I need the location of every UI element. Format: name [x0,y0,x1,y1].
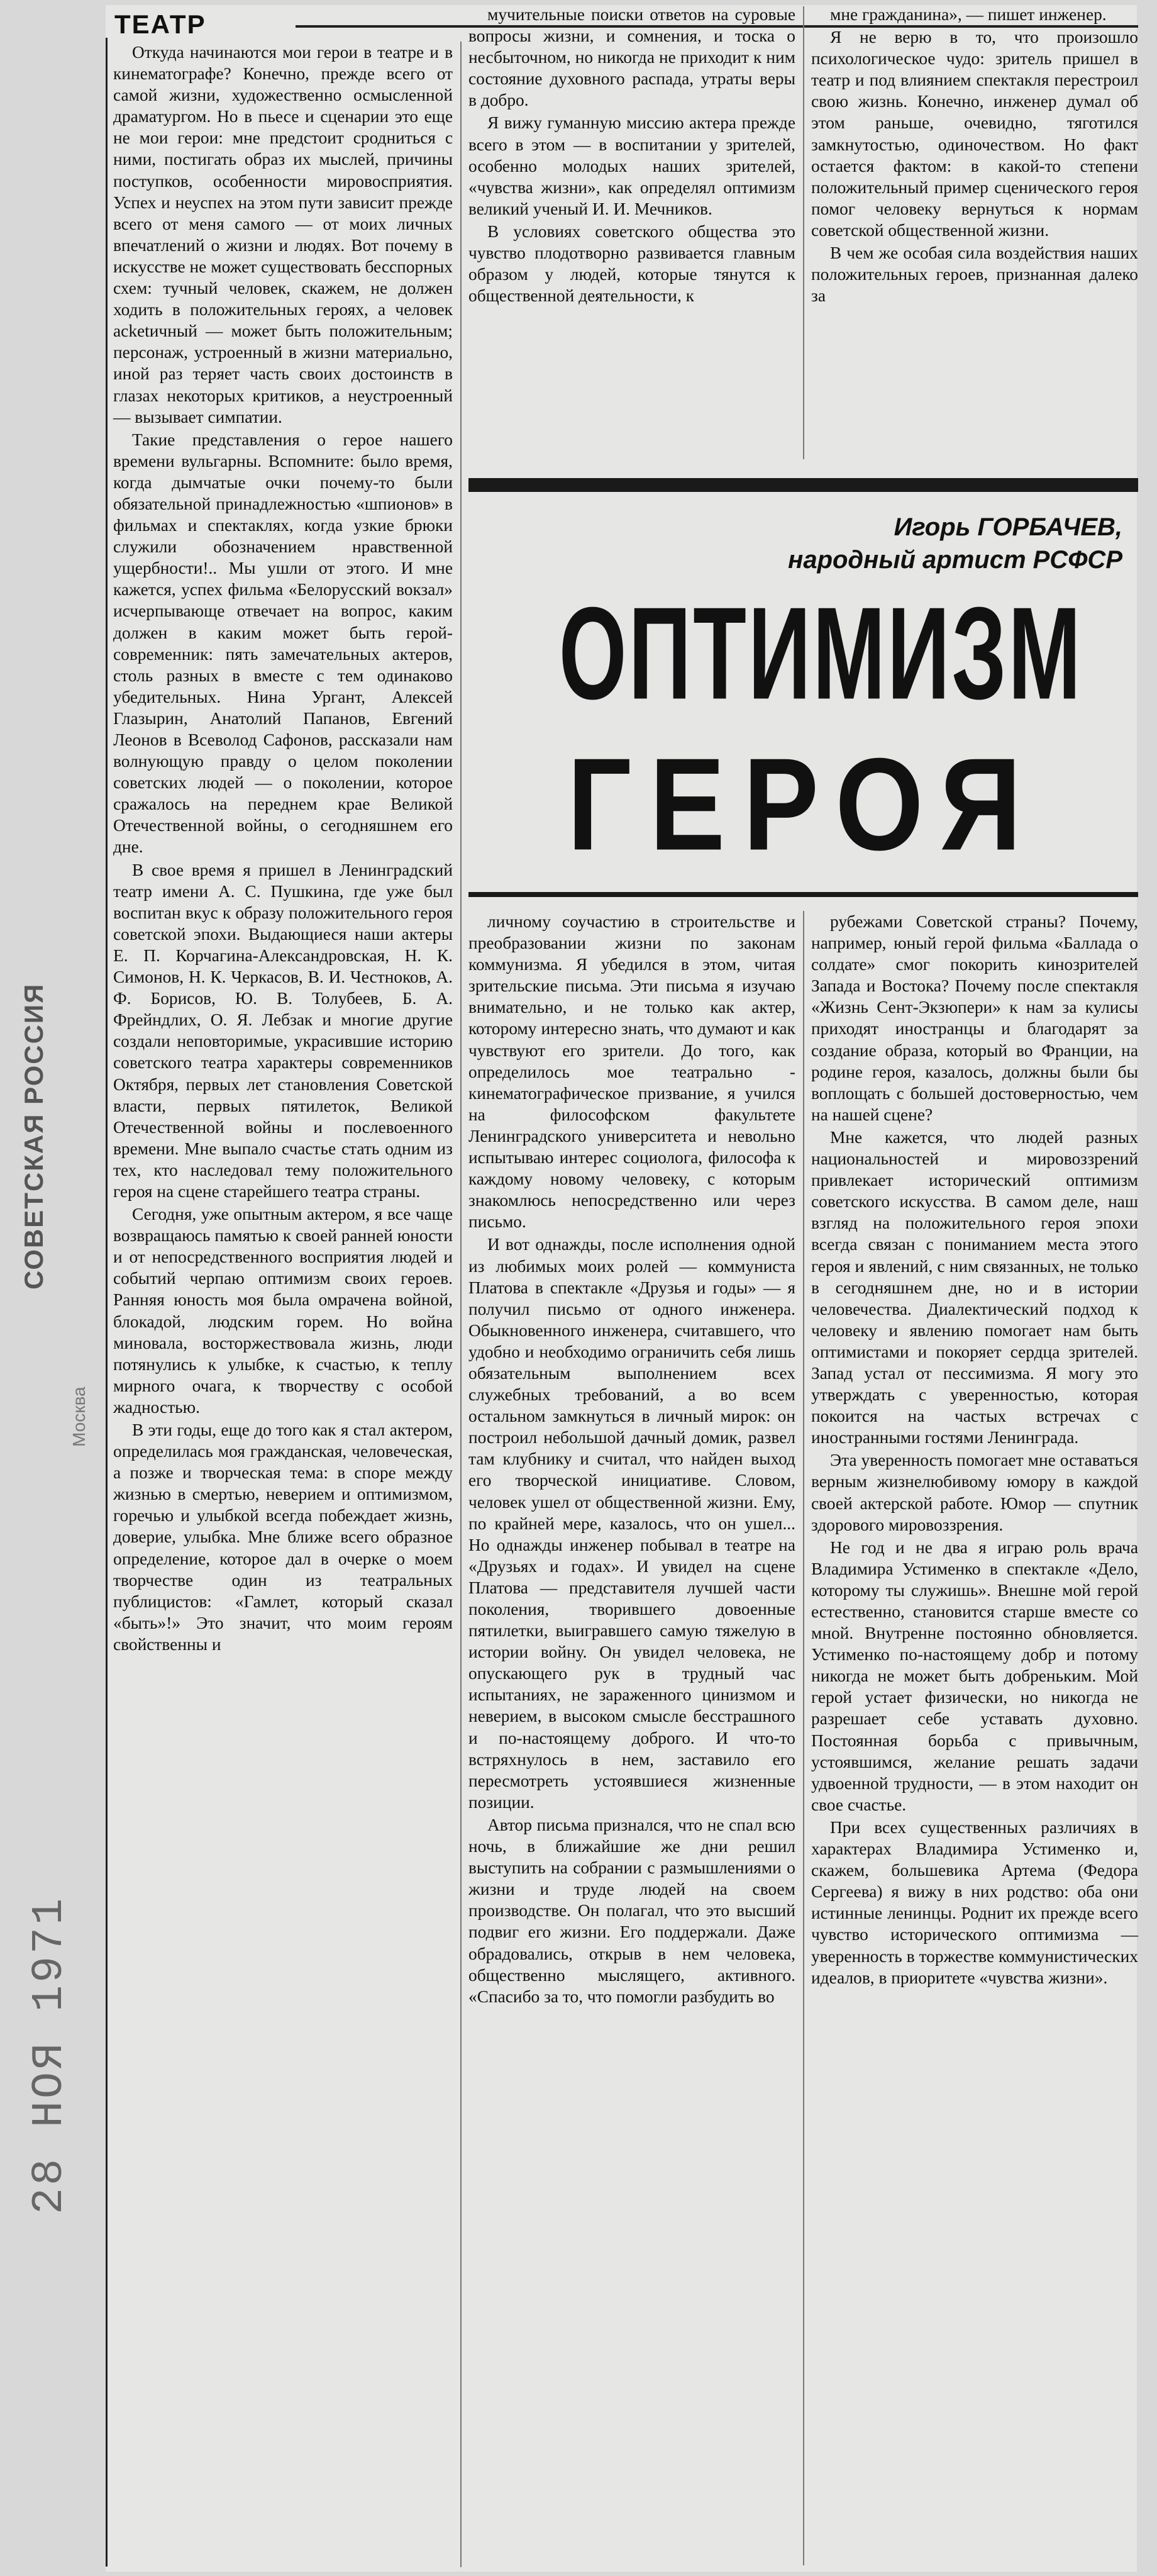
article-column-2 [468,4,795,457]
column-divider [803,911,804,2565]
date-stamp: 28 НОЯ 1971 [25,1895,75,2214]
article-paragraph: В эти годы, еще до того как я стал актером, определилась моя гражданская, человеческая, а позже и творческая тема: в споре между жизнью в смертью, неверием и оптимизмом, горечью и улыбкой всегда побеждает жизнь, доверие, улыбка. Мне ближе всего образное определение, которое дал в очерке о моем творчестве один из театральных публицистов: «Гамлет, который сказал «быть»!» Это значит, что моим героям свойственны и [113,1420,453,1654]
article-paragraph: рубежами Советской страны? Почему, например, юный герой фильма «Баллада о солдате» смог покорить кинозрителей Запада и Востока? Почему после спектакля «Жизнь Сент-Экзюпери» к нам за кулисы приходят иностранцы и благодарят за создание образа, который во Франции, на родине героя, казалось, должны были бы воплощать с большей достоверностью, чем на нашей сцене? [811,912,1138,1124]
article-paragraph: В чем же особая сила воздействия наших положительных героев, признанная далеко за [811,243,1138,306]
headline-line-1: ОПТИМИЗМ [558,580,1083,727]
article-paragraph: Эта уверенность помогает мне оставаться верным жизнелюбивому юмору в каждой своей актерской работе. Юмор — спутник здорового мировоззрения. [811,1451,1138,1534]
article-column-1 [113,42,453,2570]
headline-line-2: ГЕРОЯ [567,731,1039,878]
author-title: народный артист РСФСР [788,546,1122,574]
article-column-3 [811,4,1138,457]
article-paragraph: В свое время я пришел в Ленинградский театр имени А. С. Пушкина, где уже был воспитан вкус к образу положительного героя советской эпохи. Выдающиеся наши актеры Е. П. Корчагина-Александровская, Н. К. Симонов, Н. К. Черкасов, В. И. Честноков, А. Ф. Борисов, Ю. В. Толубеев, Б. А. Фрейндлих, О. Я. Лебзак и многие другие создали неповторимые, украсившие историю советского театра характеры современников Октября, первых лет становления Советской власти, первых пятилеток, Великой Отечественной войны и послевоенного времени. Мне выпало счастье стать одним из тех, кто наследовал тему положительного героя на сцене старейшего театра страны. [113,860,453,1201]
article-column-5 [811,911,1138,2565]
article-paragraph: личному соучастию в строительстве и преобразовании жизни по законам коммунизма. Я убедился в этом, читая зрительские письма. Эти письма я изучаю внимательно, и не только как актер, которому интересно знать, что думают и как чувствуют его зрители. До того, как определилось мое театрально - кинематографическое призвание, я учился на философском факультете Ленинградского университета и невольно испытываю интерес социолога, философа к каждому новому человеку, с которым знакомлюсь непосредственно или через письмо. [468,912,795,1232]
column-divider [460,42,462,2567]
article-paragraph: При всех существенных различиях в характерах Владимира Устименко и, скажем, большевика Артема (Федора Сергеева) я вижу в них родство: оба они истинные ленинцы. Роднит их прежде всего чувство исторического оптимизма — уверенность в торжестве коммунистических идеалов, в приоритете «чувства жизни». [811,1817,1138,1987]
article-paragraph: Я вижу гуманную миссию актера прежде всего в этом — в воспитании у зрителей, особенно молодых наших зрителей, «чувства жизни», как определял оптимизм великий ученый И. И. Мечников. [468,113,795,218]
article-paragraph: И вот однажды, после исполнения одной из любимых моих ролей — коммуниста Платова в спектакле «Друзья и годы» — я получил письмо от одного инженера. Обыкновенного инженера, считавшего, что удобно и необходимо ограничить себя лишь обязательным выполнением всех служебных требований, а во всем остальном замкнуться в личный мирок: он построил небольшой дачный домик, развел там клубнику и считал, что найден выход его творческой инициативе. Словом, человек ушел от общественной жизни. Ему, по крайней мере, казалось, что он ушел... Но однажды инженер побывал в театре на «Друзьях и годах». И увидел на сцене Платова — представителя лучшей части поколения, творившего довоенные пятилетки, выигравшего самую тяжелую в истории войну. Он увидел человека, не опускающего рук в трудный час испытаниях, не зараженного цинизмом и неверием, в высоком смысле бесстрашного и по-настоящему доброго. И что-то встряхнулось в нем, заставило его пересмотреть устоявшиеся жизненные позиции. [468,1235,795,1812]
article-paragraph: Мне кажется, что людей разных национальностей и мировоззрений привлекает исторический оптимизм советского искусства. В самом деле, наш взгляд на положительного героя эпохи всегда связан с пониманием места этого героя и явлений, с ним связанных, не только в сегодняшнем дне, но и в истории человечества. Диалектический подход к человеку и явлению помогает нам быть оптимистами и покоряет сердца зрителей. Запад устал от пессимизма. Я могу это утверждать с уверенностью, которая покоится на частых встречах с иностранными гостями Ленинграда. [811,1127,1138,1447]
left-rule [106,38,108,2567]
section-rubric: ТЕАТР [108,9,303,40]
article-paragraph: Автор письма признался, что не спал всю ночь, в ближайшие же дни решил выступить на собрании с размышлениями о жизни и труде людей на своем производстве. Он полагал, что это высший подвиг его жизни. Его поддержали. Даже обрадовались, открыв в нем человека, общественно мыслящего, активного. «Спасибо за то, что помогли разбудить во [468,1815,795,2006]
stamp-city: Москва [69,1386,89,1447]
article-paragraph: Я не верю в то, что произошло психологическое чудо: зритель пришел в театр и под влиянием спектакля перестроил свою жизнь. Конечно, инженер думал об этом раньше, очевидно, тяготился замкнутостью, одиночеством. Но факт остается фактом: в какой-то степени положительный пример сценического героя помог человеку вернуться к нормам советской общественной жизни. [811,28,1138,240]
article-paragraph: мучительные поиски ответов на суровые вопросы жизни, и сомнения, и тоска о несбыточном, но никогда не приходит к ним состояние духовного распада, утраты веры в добро. [468,5,795,110]
headline-bottom-bar [468,892,1138,897]
article-paragraph: Откуда начинаются мои герои в театре и в кинематографе? Конечно, прежде всего от самой жизни, художественно осмысленной драматургом. Но в пьесе и сценарии это еще не мои герои: мне предстоит сродниться с ними, постигать образ их мыслей, причины поступков, особенности мировосприятия. Успех и неуспех на этом пути зависит прежде всего от меня самого — от моих личных впечатлений о жизни и людях. Вот почему в искусстве не может существовать бесспорных схем: тучный человек, скажем, не должен ходить в положительных героях, а человек асketичный — может быть положительным; персонаж, устроенный в жизни материально, иной раз теряет часть своих достоинств в глазах некоторых критиков, а неустроенный— вызывает симпатии. [113,43,453,427]
newspaper-stamp: СОВЕТСКАЯ РОССИЯ [19,983,48,1290]
article-paragraph: Такие представления о герое нашего времени вульгарны. Вспомните: было время, когда дымчатые очки почему-то были обязательной принадлежностью «шпионов» в фильмах и спектаклях, когда узкие брюки служили обозначением нравственной ущербности!.. Мы ушли от этого. И мне кажется, успех фильма «Белорусский вокзал» исчерпывающе отвечает на вопрос, каким должен в каким может быть герой-современник: пять замечательных актеров, столь разных в вместе с тем одинаково убедительных. Нина Ургант, Алексей Глазырин, Анатолий Папанов, Евгений Леонов в Всеволод Сафонов, рассказали нам волнующую правду о целом поколении советских людей — о поколении, которое сражалось на переднем крае Великой Отечественной войны, о сегодняшнем его дне. [113,430,453,857]
article-paragraph: Сегодня, уже опытным актером, я все чаще возвращаюсь памятью к своей ранней юности и от непосредственного восприятия людей и событий черпаю оптимизм своих героев. Ранняя юность моя была омрачена войной, блокадой, людским горем. Но война миновала, восторжествовала жизнь, люди потянулись к улыбке, к счастью, к теплу мирного очага, к творчеству с особой жадностью. [113,1205,453,1417]
column-divider [803,6,804,459]
article-paragraph: мне гражданина», — пишет инженер. [830,5,1107,24]
article-paragraph: В условиях советского общества это чувство плодотворно развивается главным образом у людей, которые тянутся к общественной деятельности, к [468,221,795,306]
author-byline [468,511,1122,576]
headline-top-bar [468,478,1138,492]
author-name: Игорь ГОРБАЧЕВ, [894,513,1122,541]
article-column-4 [468,911,795,2565]
article-paragraph: Не год и не два я играю роль врача Владимира Устименко в спектакле «Дело, которому ты служишь». Внешне мой герой естественно, становится старше вместе со мной. Внутренне постоянно обновляется. Устименко по-настоящему добр и потому никогда не может быть добреньким. Мой герой устает физически, но никогда не разрешает себе уставать духовно. Постоянная борьба с привычным, устоявшимся, желание решать задачи удвоенной трудности, — в этом находит он свое счастье. [811,1537,1138,1814]
